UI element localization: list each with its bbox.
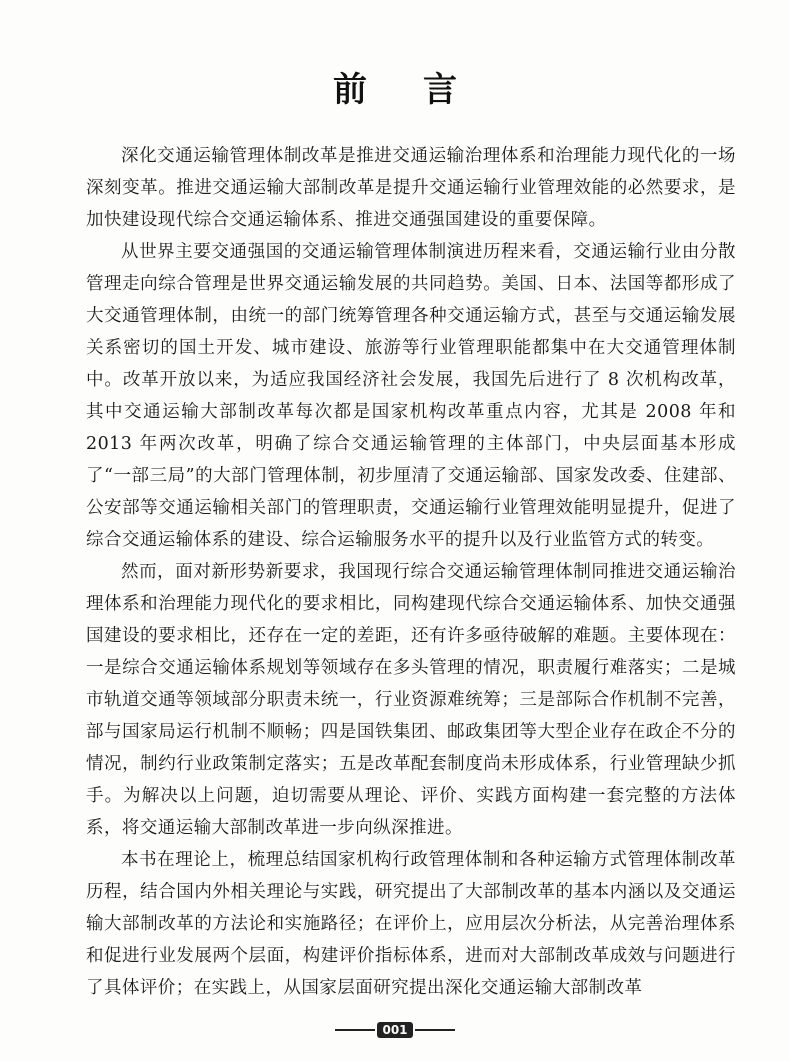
page-title [0,62,790,111]
body-text [86,140,736,1004]
page-footer [0,1022,790,1038]
footer-rule-right [415,1029,455,1031]
page-number: 001 [377,1022,412,1038]
paragraph-4: 本书在理论上，梳理总结国家机构行政管理体制和各种运输方式管理体制改革历程，结合国内外相关理论与实践，研究提出了大部制改革的基本内涵以及交通运输大部制改革的方法论和实施路径；在评价上，应用层次分析法，从完善治理体系和促进行业发展两个层面，构建评价指标体系，进而对大部制改革成效与问题进行了具体评价；在实践上，从国家层面研究提出深化交通运输大部制改革 [86,850,736,998]
title-char-1: 前 [333,70,367,110]
title-char-2: 言 [423,70,457,110]
paragraph-3: 然而，面对新形势新要求，我国现行综合交通运输管理体制同推进交通运输治理体系和治理能力现代化的要求相比，同构建现代综合交通运输体系、加快交通强国建设的要求相比，还存在一定的差距，还有许多亟待破解的难题。主要体现在：一是综合交通运输体系规划等领域存在多头管理的情况，职责履行难落实；二是城市轨道交通等领域部分职责未统一，行业资源难统筹；三是部际合作机制不完善，部与国家局运行机制不顺畅；四是国铁集团、邮政集团等大型企业存在政企不分的情况，制约行业政策制定落实；五是改革配套制度尚未形成体系，行业管理缺少抓手。为解决以上问题，迫切需要从理论、评价、实践方面构建一套完整的方法体系，将交通运输大部制改革进一步向纵深推进。 [86,562,736,838]
footer-rule-left [335,1029,375,1031]
paragraph-2: 从世界主要交通强国的交通运输管理体制演进历程来看，交通运输行业由分散管理走向综合管理是世界交通运输发展的共同趋势。美国、日本、法国等都形成了大交通管理体制，由统一的部门统筹管理各种交通运输方式，甚至与交通运输发展关系密切的国土开发、城市建设、旅游等行业管理职能都集中在大交通管理体制中。改革开放以来，为适应我国经济社会发展，我国先后进行了 8 次机构改革，其中交通运输大部制改革每次都是国家机构改革重点内容，尤其是 2008 年和 2013 年两次改革，明确了综合交通运输管理的主体部门，中央层面基本形成了“一部三局”的大部门管理体制，初步厘清了交通运输部、国家发改委、住建部、公安部等交通运输相关部门的管理职责，交通运输行业管理效能明显提升，促进了综合交通运输体系的建设、综合运输服务水平的提升以及行业监管方式的转变。 [86,242,736,550]
paragraph-1: 深化交通运输管理体制改革是推进交通运输治理体系和治理能力现代化的一场深刻变革。推进交通运输大部制改革是提升交通运输行业管理效能的必然要求，是加快建设现代综合交通运输体系、推进交通强国建设的重要保障。 [86,146,736,230]
